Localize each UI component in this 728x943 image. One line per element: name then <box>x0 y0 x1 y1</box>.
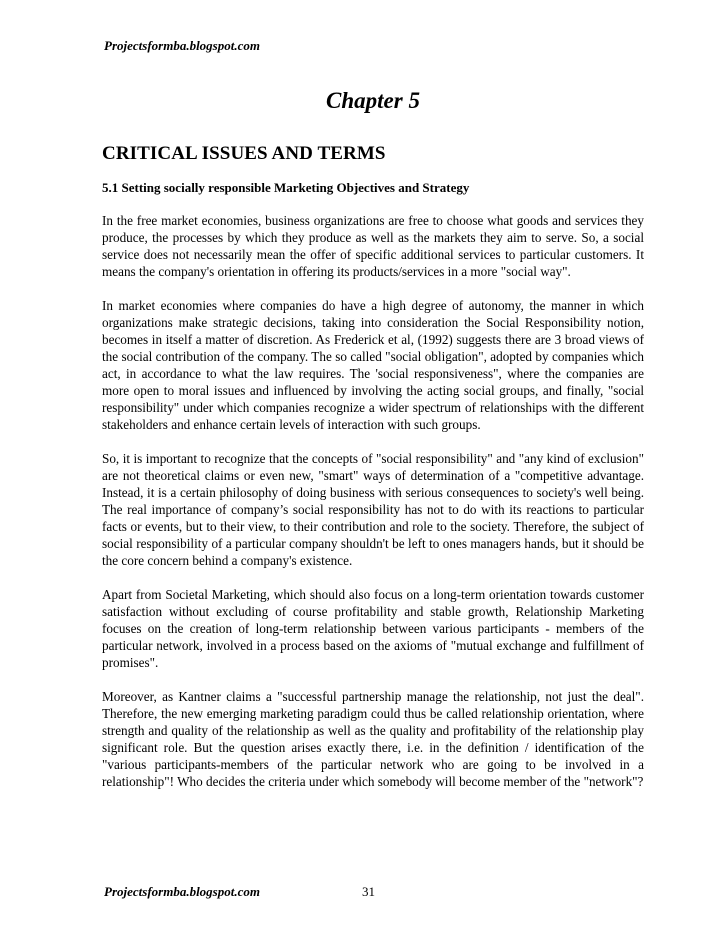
paragraph-5: Moreover, as Kantner claims a "successful partnership manage the relationship, not just the deal". Therefore, the new emerging marketing paradigm could thus be called relationship orientation, where strength and quality of the relationship as well as the quality and profitability of the relationship play significant role. But the question arises exactly there, i.e. in the definition / identification of the "various participants-members of the particular network who are going to be involved in a relationship"! Who decides the criteria under which somebody will become member of the "network"? <box>102 689 644 789</box>
body-text <box>102 212 644 807</box>
footer-site-url: Projectsformba.blogspot.com <box>104 884 260 899</box>
paragraph-4: Apart from Societal Marketing, which should also focus on a long-term orientation towards customer satisfaction without excluding of course profitability and stable growth, Relationship Marketing focuses on the creation of long-term relationship between various participants - members of the particular network, involved in a process based on the axioms of "mutual exchange and fulfillment of promises". <box>102 587 644 670</box>
paragraph-1: In the free market economies, business organizations are free to choose what goods and services they produce, the processes by which they produce as well as the markets they aim to serve. So, a social service does not necessarily mean the offer of specific additional services to particular customers. It means the company's orientation in offering its products/services in a more "social way". <box>102 213 644 279</box>
chapter-heading: Chapter 5 <box>326 88 420 113</box>
paragraph-2: In market economies where companies do have a high degree of autonomy, the manner in which organizations make strategic decisions, taking into consideration the Social Responsibility notion, becomes in itself a matter of discretion. As Frederick et al, (1992) suggests there are 3 broad views of the social contribution of the company. The so called "social obligation", adopted by companies which act, in accordance to what the law requires. The 'social responsiveness", where the companies are more open to moral issues and influenced by involving the acting social groups, and finally, "social responsibility" under which companies recognize a wider spectrum of relationships with the different stakeholders and enhance certain levels of interaction with such groups. <box>102 298 644 432</box>
section-subtitle: 5.1 Setting socially responsible Marketing Objectives and Strategy <box>102 180 470 195</box>
paragraph-3: So, it is important to recognize that the concepts of "social responsibility" and "any kind of exclusion" are not theoretical claims or even new, "smart" ways of determination of a "competitive advantage. Instead, it is a certain philosophy of doing business with serious consequences to society's well being. The real importance of company’s social responsibility has not to do with its reactions to particular facts or events, but to their view, to their contribution and role to the society. Therefore, the subject of social responsibility of a particular company shouldn't be left to ones managers hands, but it should be the core concern behind a company's existence. <box>102 451 644 568</box>
page-number: 31 <box>362 884 375 899</box>
section-title: CRITICAL ISSUES AND TERMS <box>102 143 386 164</box>
header-site-url: Projectsformba.blogspot.com <box>104 38 260 53</box>
